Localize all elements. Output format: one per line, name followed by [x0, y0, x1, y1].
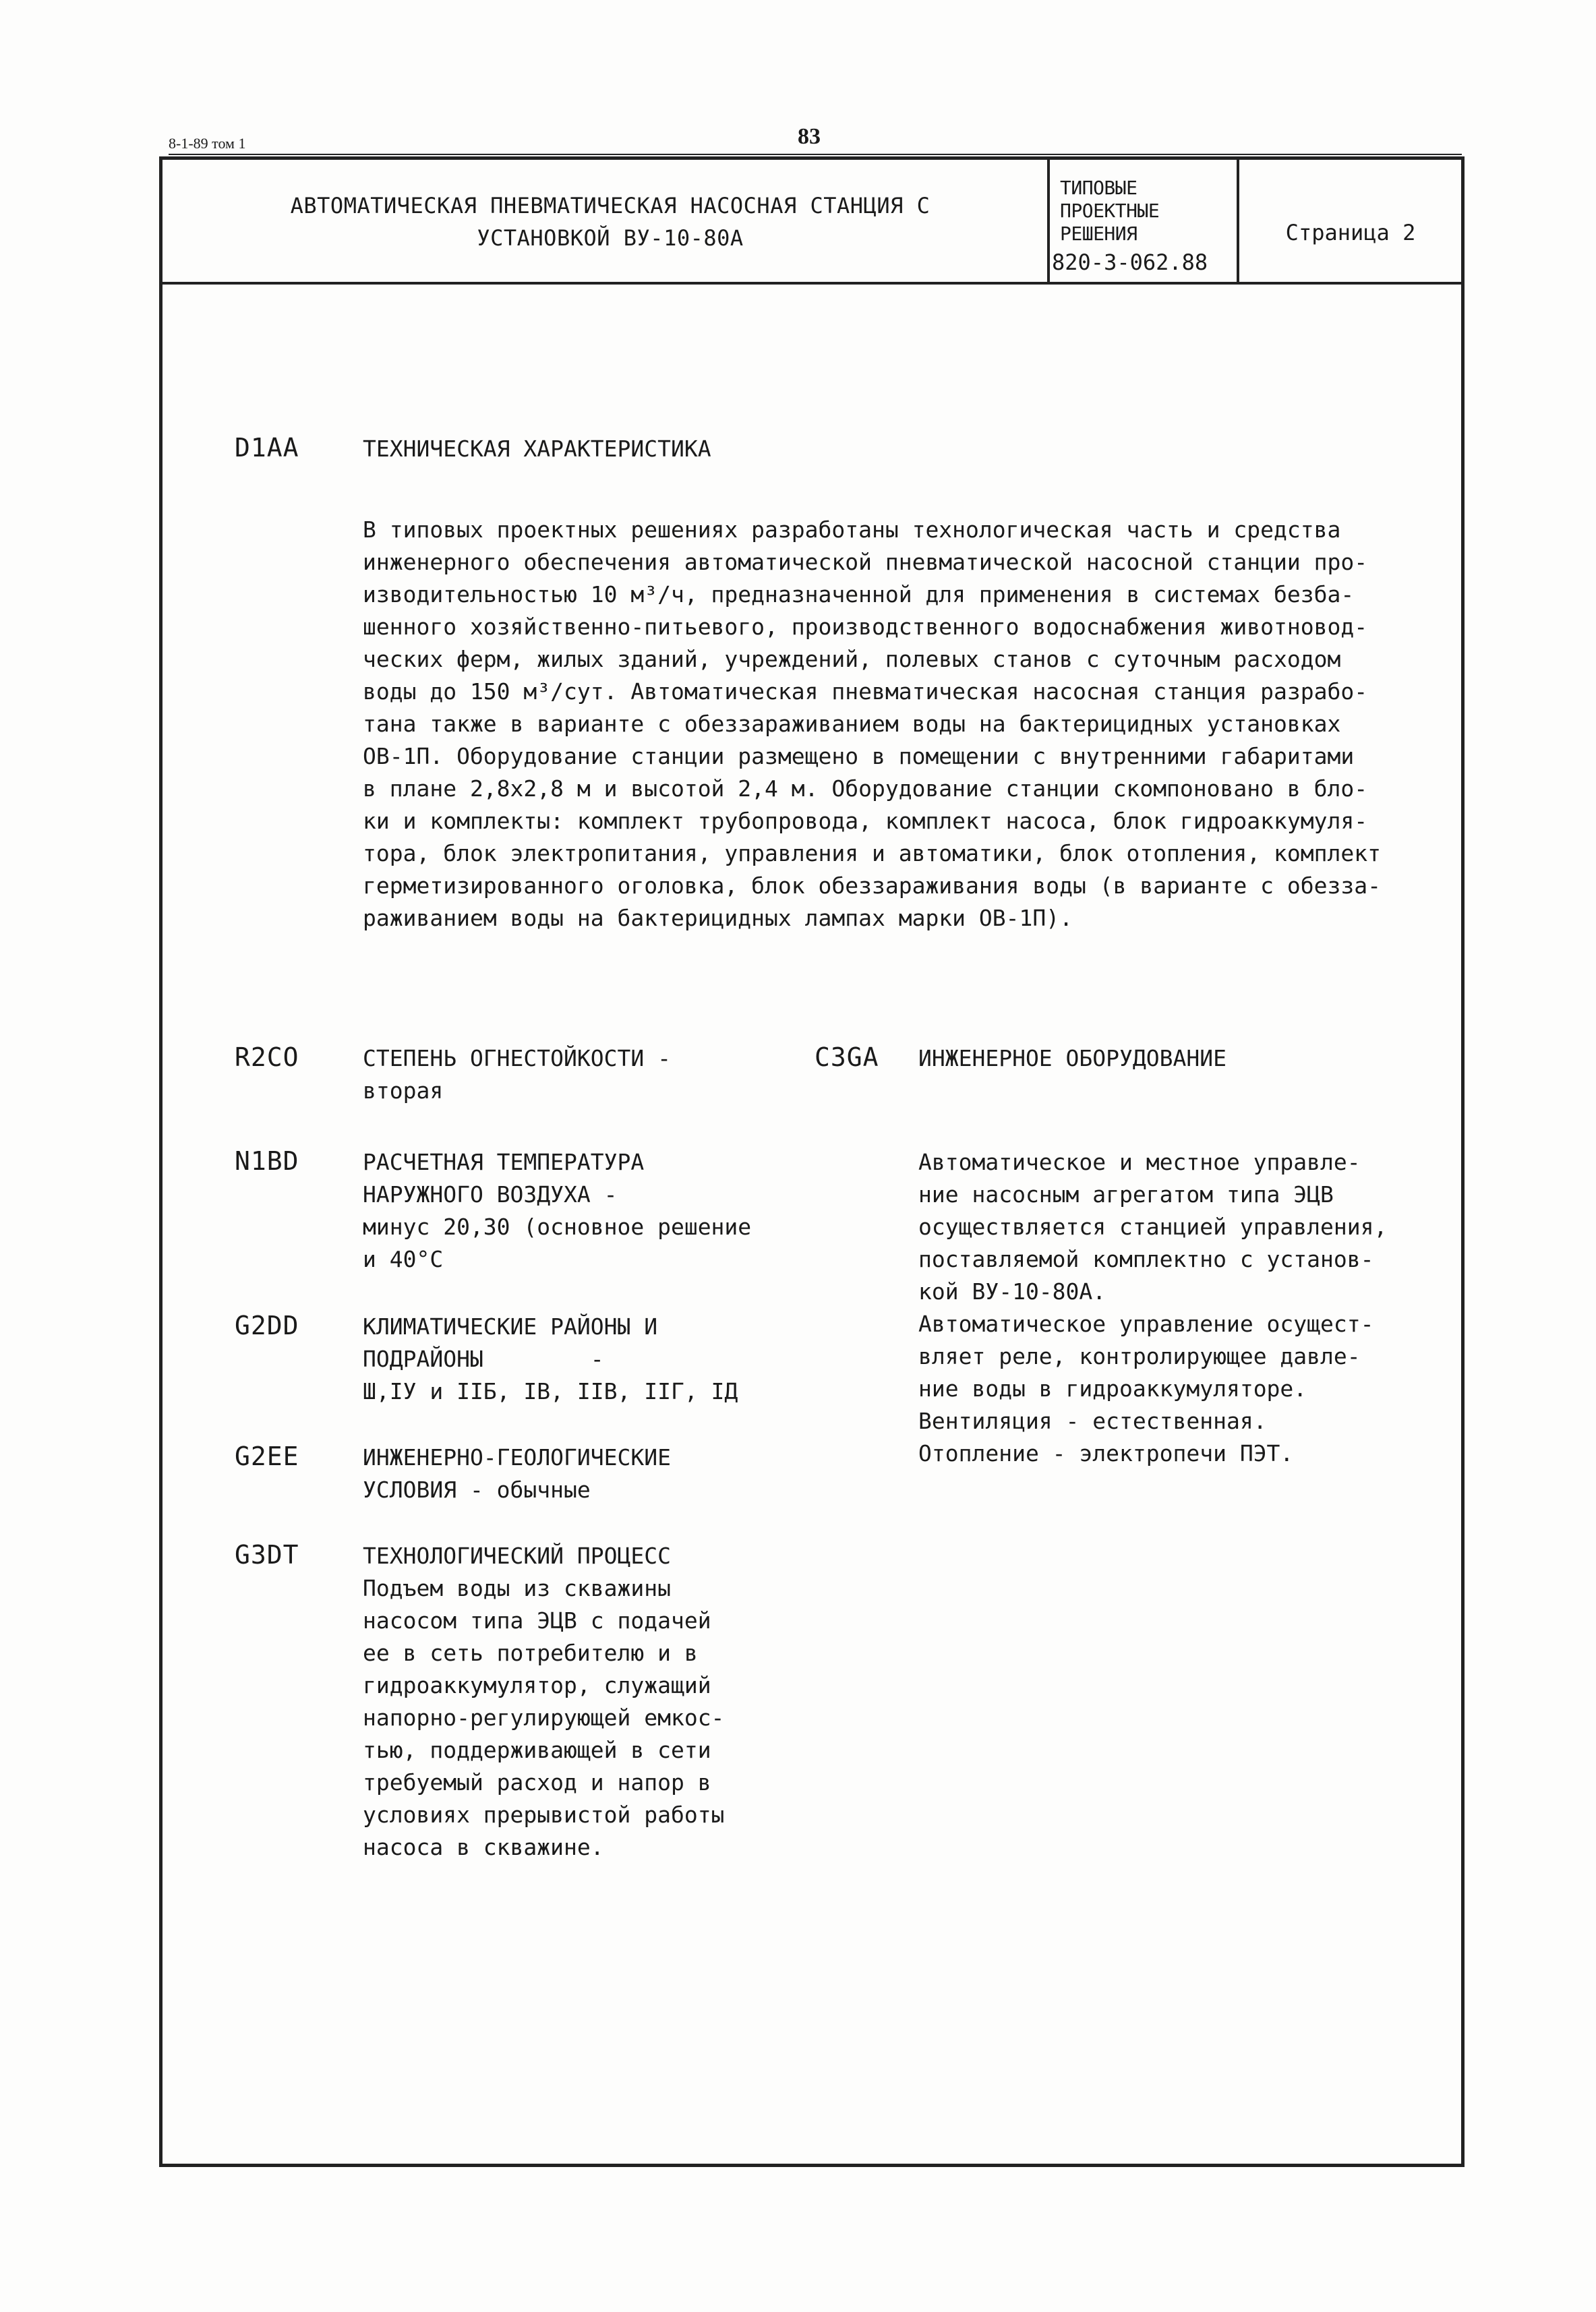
technological-process-line: тью, поддерживающей в сети — [363, 1737, 711, 1763]
engineering-equipment-line: осуществляется станцией управления, — [918, 1214, 1388, 1240]
climate-zones-block — [363, 1311, 738, 1408]
header-column-divider-1 — [1047, 160, 1050, 283]
tech-description-line: ческих ферм, жилых зданий, учреждений, полевых станов с суточным расходом — [363, 646, 1341, 672]
design-temperature-line: НАРУЖНОГО ВОЗДУХА - — [363, 1181, 618, 1208]
engineering-equipment-line: поставляемой комплектно с установ- — [918, 1246, 1374, 1272]
design-temperature-line: минус 20,30 (основное решение — [363, 1214, 752, 1240]
engineering-equipment-line: Вентиляция - естественная. — [918, 1408, 1267, 1434]
header-divider — [162, 282, 1461, 285]
section-code-fire: R2CO — [235, 1042, 299, 1072]
fire-resistance-line: СТЕПЕНЬ ОГНЕСТОЙКОСТИ - — [363, 1045, 671, 1071]
document-code: 820-3-062.88 — [1052, 249, 1208, 275]
tech-description-line: ОВ-1П. Оборудование станции размещено в помещении с внутренними габаритами — [363, 743, 1355, 769]
tech-description-line: раживанием воды на бактерицидных лампах марки ОВ-1П). — [363, 905, 1073, 931]
tech-description-line: воды до 150 м³/сут. Автоматическая пневматическая насосная станция разрабо- — [363, 678, 1368, 705]
typical-solutions-line: ТИПОВЫЕ — [1060, 177, 1137, 199]
design-temperature-block — [363, 1146, 751, 1276]
tech-description-line: инженерного обеспечения автоматической пневматической насосной станции про- — [363, 549, 1368, 575]
typical-solutions-line: РЕШЕНИЯ — [1060, 223, 1137, 245]
technological-process-block — [363, 1540, 724, 1864]
tech-description-line: тана также в варианте с обеззараживанием воды на бактерицидных установках — [363, 711, 1341, 737]
engineering-equipment-line: ние воды в гидроаккумуляторе. — [918, 1375, 1307, 1402]
tech-description-line: изводительностью 10 м³/ч, предназначенной для применения в системах безба- — [363, 581, 1355, 607]
geology-conditions-block — [363, 1442, 671, 1506]
technological-process-line: насоса в скважине. — [363, 1834, 604, 1860]
top-rule — [169, 154, 1462, 155]
engineering-equipment-line: вляет реле, контролирующее давле- — [918, 1343, 1361, 1369]
section-code-temperature: N1BD — [235, 1146, 299, 1176]
tech-description — [363, 514, 1381, 935]
technological-process-line: требуемый расход и напор в — [363, 1769, 711, 1796]
technological-process-line: ее в сеть потребителю и в — [363, 1640, 698, 1666]
technological-process-line: ТЕХНОЛОГИЧЕСКИЙ ПРОЦЕСС — [363, 1543, 671, 1569]
technological-process-line: гидроаккумулятор, служащий — [363, 1672, 711, 1698]
tech-description-line: в плане 2,8х2,8 м и высотой 2,4 м. Оборудование станции скомпоновано в бло- — [363, 775, 1368, 802]
climate-zones-line: Ш,IУ и IIБ, IВ, IIВ, IIГ, IД — [363, 1378, 738, 1404]
engineering-equipment-line: Автоматическое управление осущест- — [918, 1311, 1374, 1337]
technological-process-line: Подъем воды из скважины — [363, 1575, 671, 1601]
geology-conditions-line: ИНЖЕНЕРНО-ГЕОЛОГИЧЕСКИЕ — [363, 1444, 671, 1471]
section-heading-engineering: ИНЖЕНЕРНОЕ ОБОРУДОВАНИЕ — [918, 1045, 1226, 1071]
section-code-engineering: C3GA — [815, 1042, 879, 1072]
section-code-tech: D1AA — [235, 433, 299, 463]
climate-zones-line: ПОДРАЙОНЫ - — [363, 1346, 604, 1372]
technological-process-line: условиях прерывистой работы — [363, 1802, 725, 1828]
design-temperature-line: РАСЧЕТНАЯ ТЕМПЕРАТУРА — [363, 1149, 645, 1175]
tech-description-line: ки и комплекты: комплект трубопровода, комплект насоса, блок гидроаккумуля- — [363, 808, 1368, 834]
tech-description-line: В типовых проектных решениях разработаны технологическая часть и средства — [363, 516, 1341, 543]
engineering-equipment-block — [918, 1146, 1387, 1470]
tech-description-line: шенного хозяйственно-питьевого, производственного водоснабжения животновод- — [363, 614, 1368, 640]
page-label: Страница 2 — [1285, 220, 1416, 245]
geology-conditions-line: УСЛОВИЯ - обычные — [363, 1477, 591, 1503]
engineering-equipment-line: Автоматическое и местное управле- — [918, 1149, 1361, 1175]
fire-resistance-block — [363, 1042, 671, 1107]
design-temperature-line: и 40°С — [363, 1246, 444, 1272]
volume-note: 8-1-89 том 1 — [169, 135, 246, 152]
section-code-process: G3DT — [235, 1540, 299, 1570]
page-number: 83 — [798, 124, 821, 149]
climate-zones-line: КЛИМАТИЧЕСКИЕ РАЙОНЫ И — [363, 1313, 658, 1340]
section-code-geology: G2EE — [235, 1442, 299, 1471]
fire-resistance-line: вторая — [363, 1077, 444, 1104]
typical-solutions-line: ПРОЕКТНЫЕ — [1060, 200, 1160, 222]
section-heading-tech: ТЕХНИЧЕСКАЯ ХАРАКТЕРИСТИКА — [363, 436, 711, 462]
document-title-line-1: АВТОМАТИЧЕСКАЯ ПНЕВМАТИЧЕСКАЯ НАСОСНАЯ СТАНЦИЯ С — [290, 193, 930, 218]
engineering-equipment-line: ние насосным агрегатом типа ЭЦВ — [918, 1181, 1334, 1208]
tech-description-line: герметизированного оголовка, блок обеззараживания воды (в варианте с обезза- — [363, 872, 1381, 899]
section-code-climate: G2DD — [235, 1311, 299, 1340]
technological-process-line: насосом типа ЭЦВ с подачей — [363, 1607, 711, 1634]
typical-solutions-label — [1060, 177, 1159, 245]
engineering-equipment-line: кой ВУ-10-80А. — [918, 1278, 1106, 1305]
engineering-equipment-line: Отопление - электропечи ПЭТ. — [918, 1440, 1294, 1466]
technological-process-line: напорно-регулирующей емкос- — [363, 1705, 725, 1731]
tech-description-line: тора, блок электропитания, управления и автоматики, блок отопления, комплект — [363, 840, 1381, 866]
document-title-line-2: УСТАНОВКОЙ ВУ-10-80А — [477, 225, 744, 251]
